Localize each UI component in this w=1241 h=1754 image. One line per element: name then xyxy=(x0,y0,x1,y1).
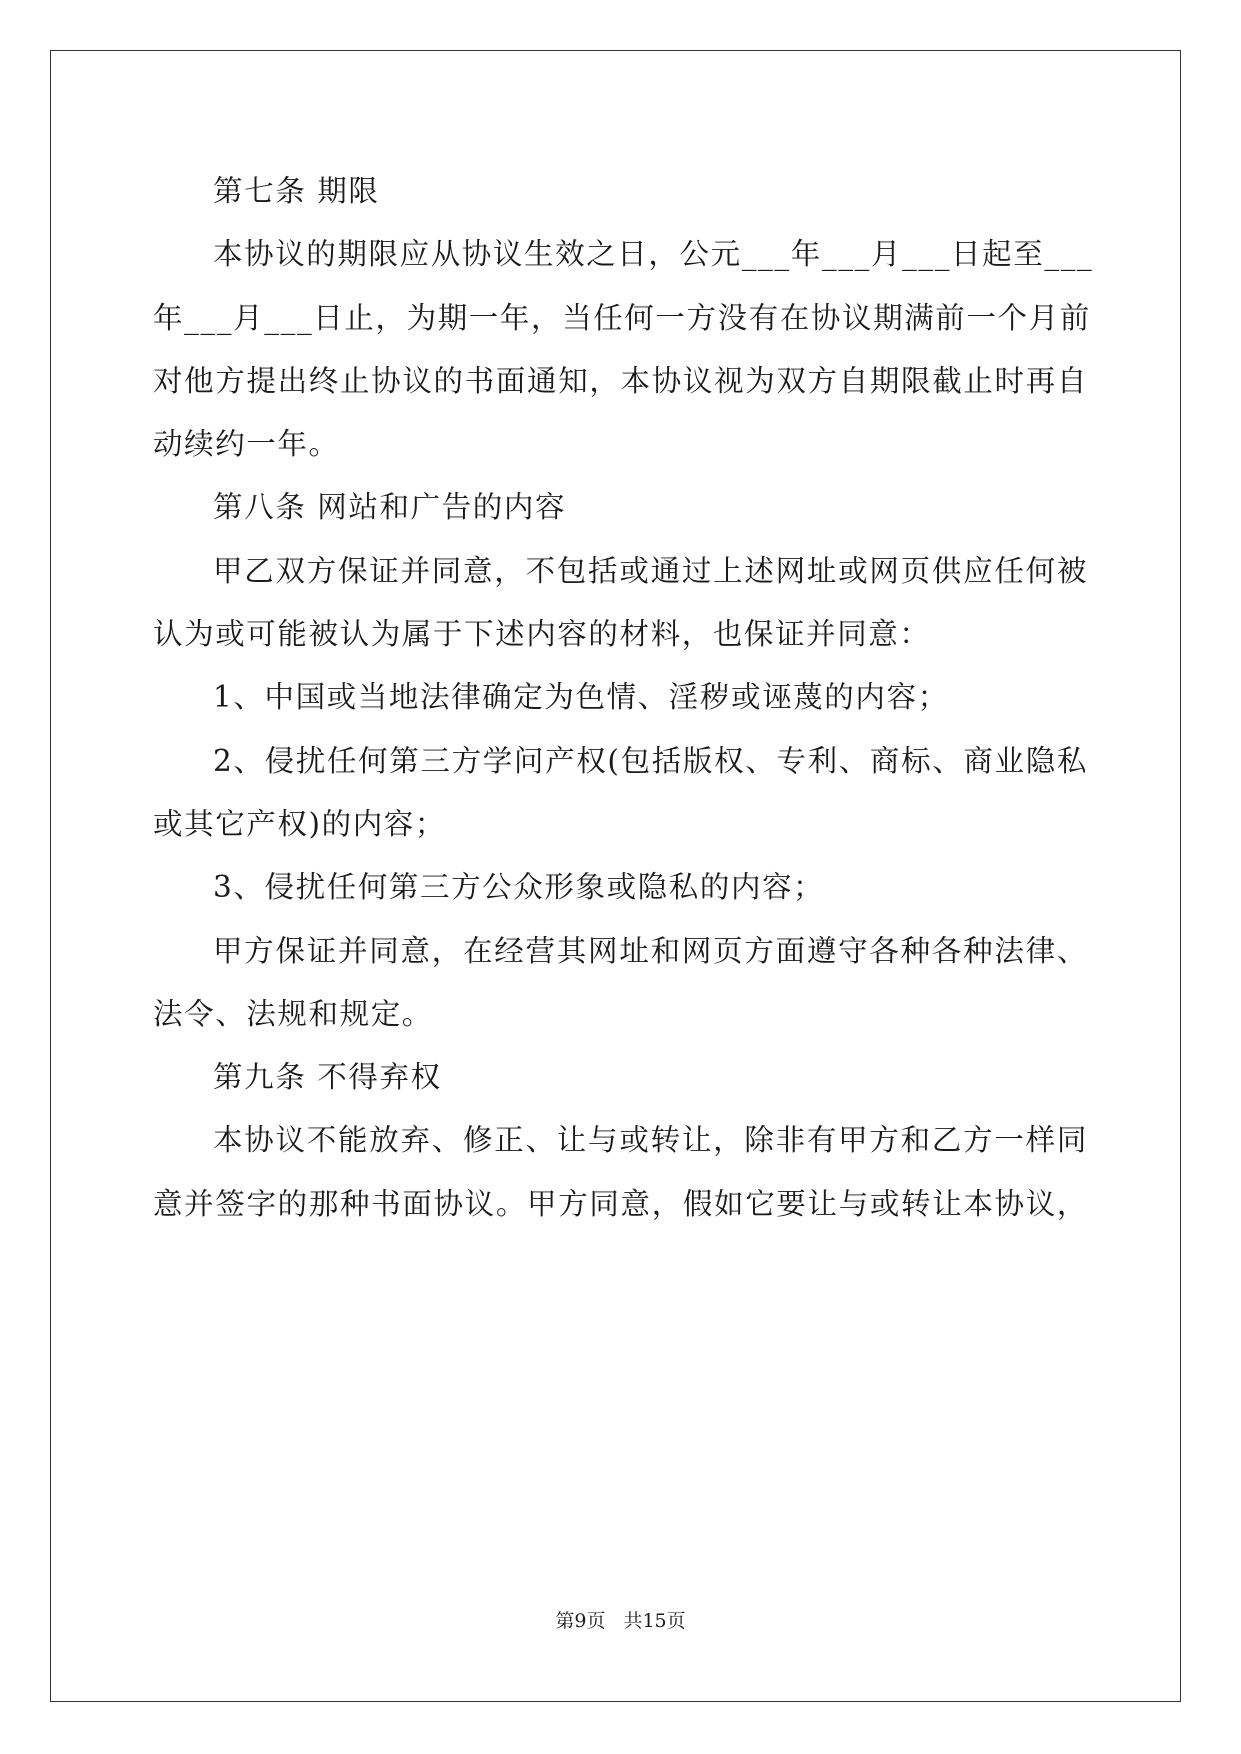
page-total: 共15页 xyxy=(623,1610,686,1632)
page-footer xyxy=(0,1609,1241,1633)
paragraph-line: 本协议的期限应从协议生效之日，公元___年___月___日起至___ xyxy=(213,237,1094,272)
paragraph-line: 意并签字的那种书面协议。甲方同意，假如它要让与或转让本协议， xyxy=(153,1186,1088,1221)
paragraph-line: 甲方保证并同意，在经营其网址和网页方面遵守各种各种法律、 xyxy=(213,933,1088,968)
list-item-2-continued: 或其它产权)的内容； xyxy=(153,806,447,841)
paragraph-line: 认为或可能被认为属于下述内容的材料，也保证并同意： xyxy=(153,617,931,652)
paragraph-line: 甲乙双方保证并同意，不包括或通过上述网址或网页供应任何被 xyxy=(213,553,1088,588)
paragraph-line: 对他方提出终止协议的书面通知，本协议视为双方自期限截止时再自 xyxy=(153,363,1088,398)
list-item-3: 3、侵扰任何第三方公众形象或隐私的内容； xyxy=(213,870,825,905)
paragraph-line: 动续约一年。 xyxy=(153,427,340,462)
paragraph-line: 年___月___日止，为期一年，当任何一方没有在协议期满前一个月前 xyxy=(153,300,1091,335)
page-number: 第9页 xyxy=(555,1610,606,1632)
list-item-1: 1、中国或当地法律确定为色情、淫秽或诬蔑的内容； xyxy=(213,680,949,715)
article-7-heading: 第七条 期限 xyxy=(213,174,380,208)
document-body xyxy=(153,160,1094,1236)
list-item-2: 2、侵扰任何第三方学问产权(包括版权、专利、商标、商业隐私 xyxy=(213,743,1088,778)
article-9-heading: 第九条 不得弃权 xyxy=(213,1060,442,1095)
article-8-heading: 第八条 网站和广告的内容 xyxy=(213,490,567,525)
paragraph-line: 法令、法规和规定。 xyxy=(153,996,433,1031)
paragraph-line: 本协议不能放弃、修正、让与或转让，除非有甲方和乙方一样同 xyxy=(213,1123,1088,1158)
